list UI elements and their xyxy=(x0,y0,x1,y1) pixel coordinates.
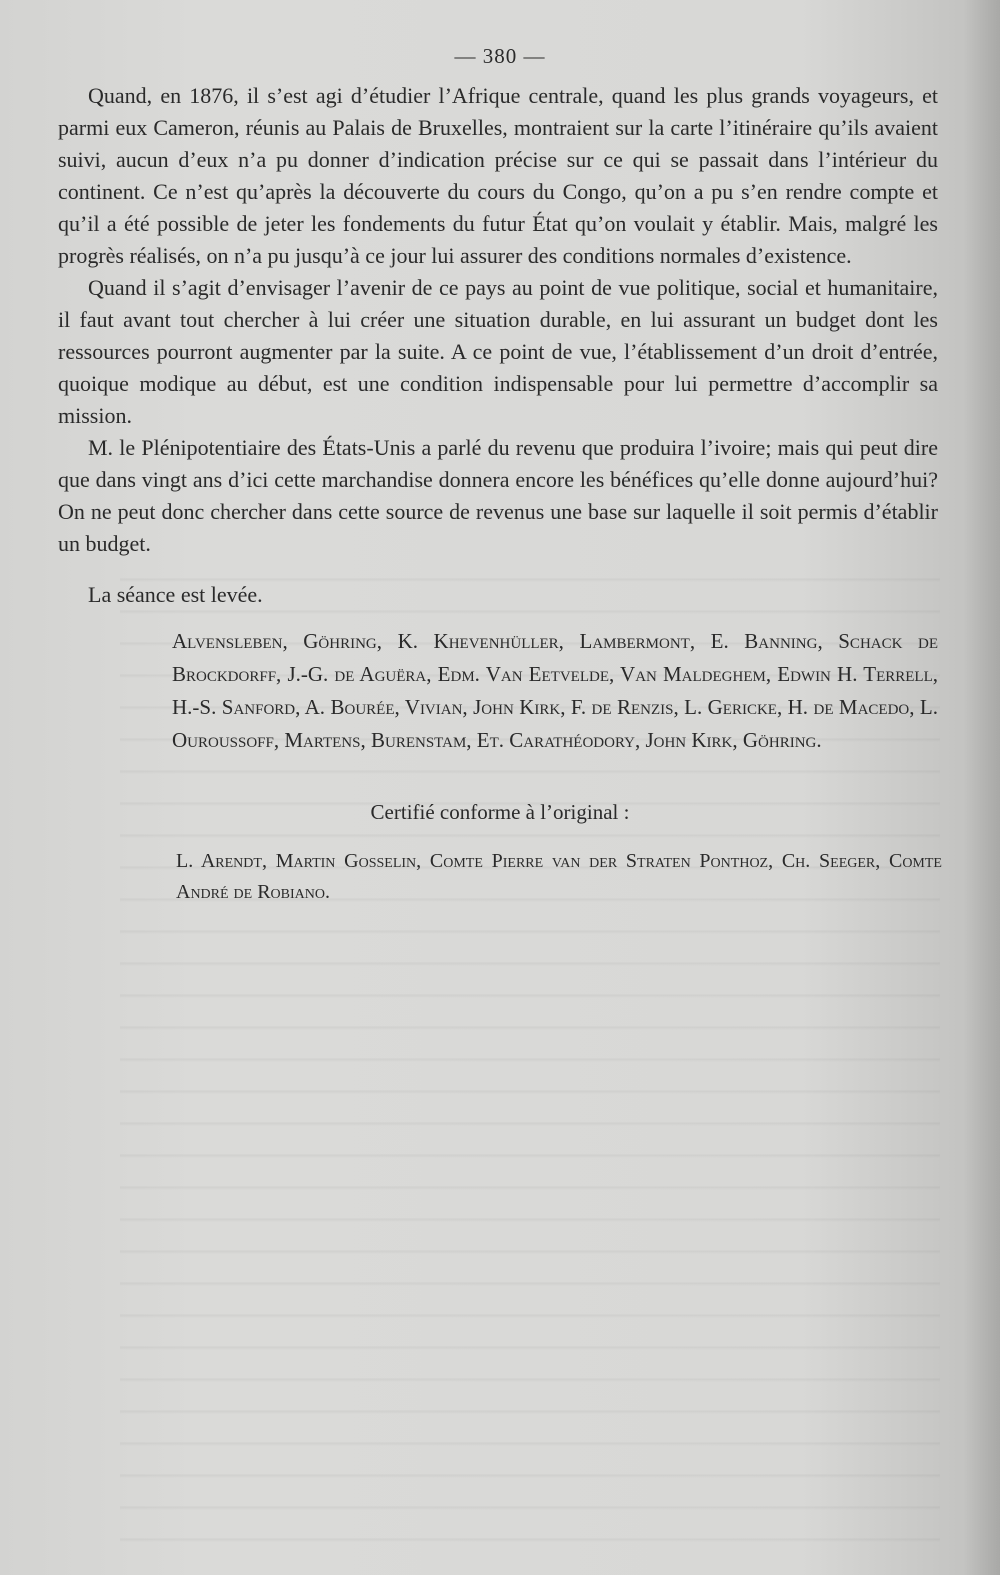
paragraph: Quand il s’agit d’envisager l’avenir de ce pays au point de vue politique, social et humanitaire, il faut avant tout chercher à lui créer une situation durable, en lui assurant un budget dont les ressources pourront augmenter par la suite. A ce point de vue, l’établissement d’un droit d’entrée, quoique modique au début, est une condition indispensable pour lui permettre d’accomplir sa mission. xyxy=(58,275,938,428)
body-text xyxy=(58,80,938,560)
certification-heading: Certifié conforme à l’original : xyxy=(370,800,630,824)
paragraph: Quand, en 1876, il s’est agi d’étudier l’Afrique centrale, quand les plus grands voyageurs, et parmi eux Cameron, réunis au Palais de Bruxelles, montraient sur la carte l’itinéraire qu’ils avaient suivi, aucun d’eux n’a pu donner d’indication précise sur ce qui se passait dans l’intérieur du continent. Ce n’est qu’après la découverte du cours du Congo, qu’on a pu s’en rendre compte et qu’il a été possible de jeter les fondements du futur État qu’on voulait y établir. Mais, malgré les progrès réalisés, on n’a pu jusqu’à ce jour lui assurer des conditions normales d’existence. xyxy=(58,83,938,268)
certifiers-list: L. Arendt, Martin Gosselin, Comte Pierre van der Straten Ponthoz, Ch. Seeger, Comte André de Robiano. xyxy=(176,850,942,903)
page-number: — 380 — xyxy=(454,44,546,68)
signatories-list: Alvensleben, Göhring, K. Khevenhüller, Lambermont, E. Banning, Schack de Brockdorff, J.-G. de Aguëra, Edm. Van Eetvelde, Van Maldeghem, Edwin H. Terrell, H.-S. Sanford, A. Bourée, Vivian, John Kirk, F. de Renzis, L. Gericke, H. de Macedo, L. Ouroussoff, Martens, Burenstam, Et. Carathéodory, John Kirk, Göhring. xyxy=(172,629,938,752)
adjournment-line: La séance est levée. xyxy=(88,582,263,607)
paragraph: M. le Plénipotentiaire des États-Unis a parlé du revenu que produira l’ivoire; mais qui peut dire que dans vingt ans d’ici cette marchandise donnera encore les bénéfices qu’elle donne aujourd’hui? On ne peut donc chercher dans cette source de revenus une base sur laquelle il soit permis d’établir un budget. xyxy=(58,435,938,556)
